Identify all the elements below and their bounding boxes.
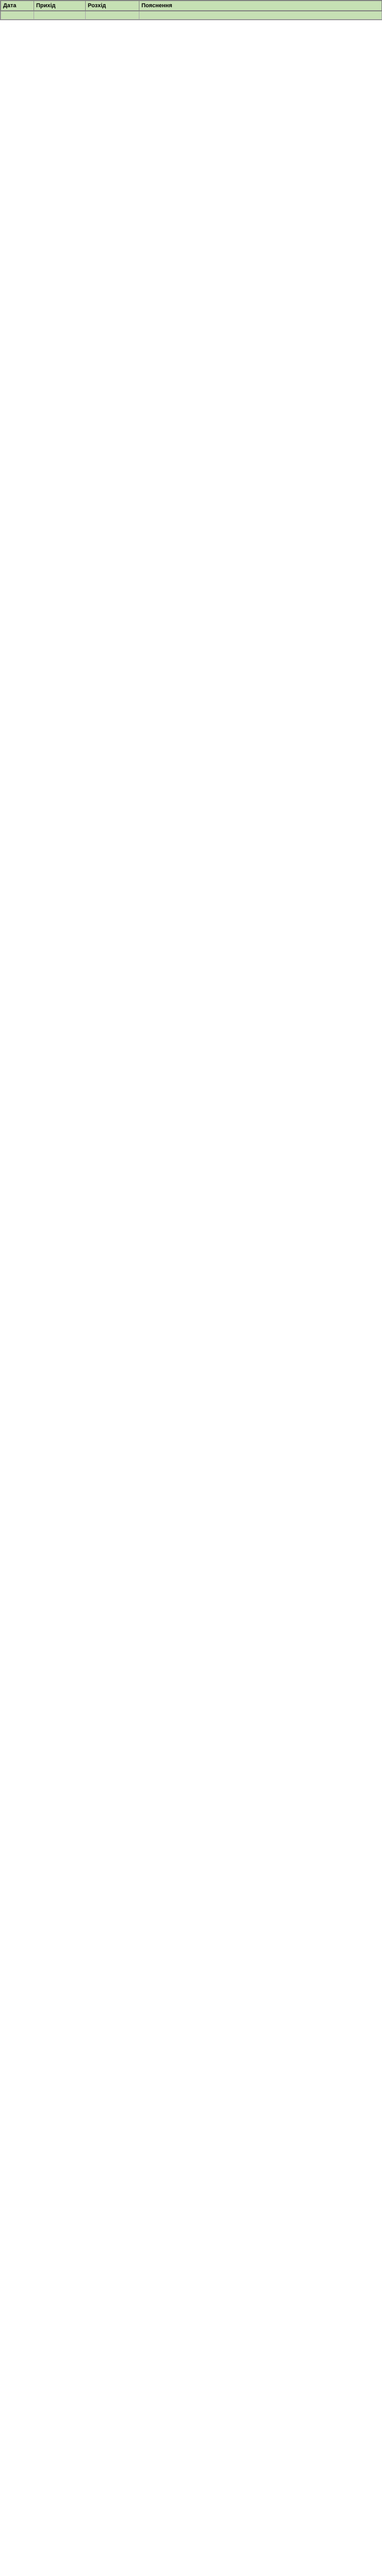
total-row: [1, 11, 382, 20]
total-note: [139, 11, 382, 20]
header-expense[interactable]: Розхід: [86, 1, 139, 11]
header-note[interactable]: Пояснення: [139, 1, 382, 11]
total-expense: [86, 11, 139, 20]
header-date[interactable]: Дата: [1, 1, 34, 11]
total-label: [1, 11, 34, 20]
ledger-table: [1, 1, 382, 20]
ledger-sheet: [0, 0, 382, 20]
total-income: [34, 11, 86, 20]
header-income[interactable]: Прихід: [34, 1, 86, 11]
header-row: [1, 1, 382, 11]
